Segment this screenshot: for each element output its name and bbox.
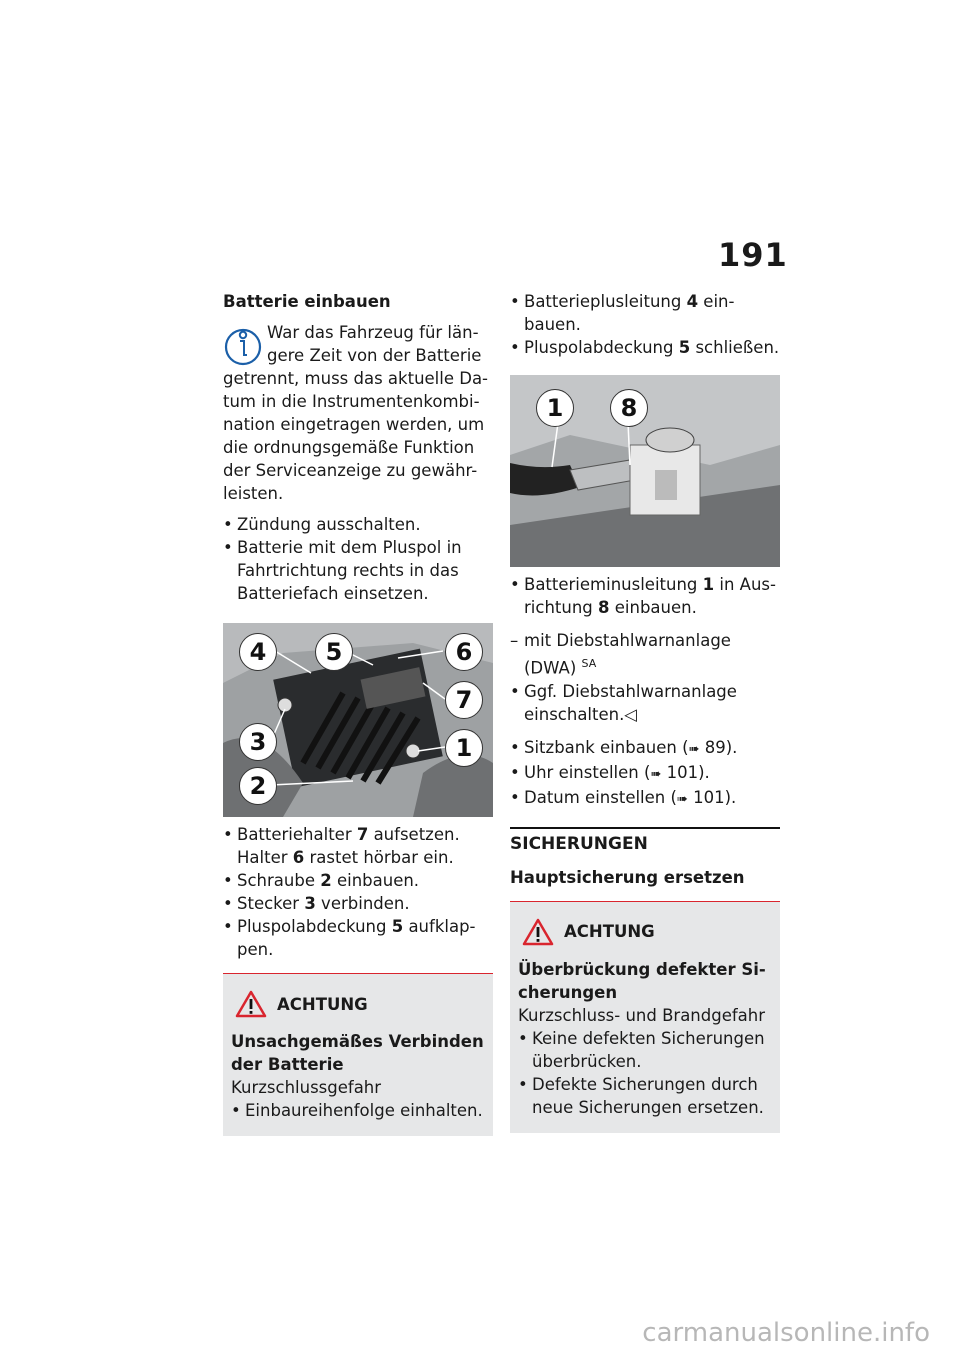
warning-triangle-icon: [235, 990, 267, 1018]
list-item: • Batteriehalter 7 aufsetzen. Halter 6 rastet hörbar ein.: [223, 823, 493, 869]
callout-2: 2: [239, 767, 277, 805]
steps-list-5: [510, 680, 780, 726]
warning-subtitle: Überbrückung defekter Si-cherungen: [518, 959, 766, 1002]
list-item: • Zündung ausschalten.: [223, 513, 493, 536]
callout-1: 1: [536, 389, 574, 427]
info-text: getrennt, muss das aktuelle Da-tum in die Instrumentenkombi-nation eingetragen werden, um die ordnungsgemäße Funktion der Serviceanzeige zu gewähr-leisten.: [223, 369, 489, 503]
page-reference-icon: ➠: [650, 766, 662, 782]
steps-list-2: [223, 823, 493, 961]
warning-header: [231, 990, 485, 1018]
page-reference-icon: ➠: [688, 741, 700, 757]
info-note: [223, 321, 493, 505]
callout-4: 4: [239, 633, 277, 671]
callout-6: 6: [445, 633, 483, 671]
steps-list-4: [510, 573, 780, 619]
right-column: [510, 290, 780, 1133]
warning-box-fuses: [510, 901, 780, 1133]
battery-figure: [223, 623, 493, 817]
warning-list: [231, 1099, 485, 1122]
warning-box-battery: [223, 973, 493, 1136]
dash-list: [510, 629, 780, 680]
warning-title: ACHTUNG: [564, 922, 655, 941]
list-item: • Defekte Sicherungen durch neue Sicherungen ersetzen.: [518, 1073, 772, 1119]
list-item: • Batterieplusleitung 4 ein-bauen.: [510, 290, 780, 336]
warning-text: Kurzschluss- und Brandgefahr: [518, 1005, 766, 1025]
watermark: carmanualsonline.info: [642, 1318, 930, 1348]
warning-subtitle: Unsachgemäßes Verbinden der Batterie: [231, 1032, 484, 1074]
warning-title: ACHTUNG: [277, 994, 368, 1014]
list-item: • Pluspolabdeckung 5 schließen.: [510, 336, 780, 359]
list-item: • Datum einstellen (➠ 101).: [510, 786, 780, 811]
callout-5: 5: [315, 633, 353, 671]
callout-8: 8: [610, 389, 648, 427]
subsection-heading: Hauptsicherung ersetzen: [510, 867, 745, 887]
terminal-figure: [510, 375, 780, 567]
list-item: – mit Diebstahlwarnanlage (DWA) $^{SA}$: [510, 629, 780, 680]
info-line-2: gere Zeit von der Batterie: [267, 346, 482, 365]
section-heading-sicherungen: SICHERUNGEN: [510, 827, 780, 856]
page-reference-link[interactable]: 101).: [687, 787, 737, 807]
warning-triangle-icon: [522, 918, 554, 946]
reference-list: [510, 736, 780, 811]
list-item: • Pluspolabdeckung 5 aufklap-pen.: [223, 915, 493, 961]
callout-7: 7: [445, 681, 483, 719]
info-line-1: War das Fahrzeug für län-: [267, 323, 479, 342]
page-reference-link[interactable]: 89).: [699, 737, 738, 757]
list-item: • Keine defekten Sicherungen überbrücken.: [518, 1027, 772, 1073]
steps-list-3: [510, 290, 780, 359]
page-reference-link[interactable]: 101).: [661, 762, 710, 782]
warning-text: Kurzschlussgefahr: [231, 1078, 382, 1097]
list-item: • Ggf. Diebstahlwarnanlage einschalten.◁: [510, 680, 780, 726]
left-column: [223, 290, 493, 1136]
list-item: • Einbaureihenfolge einhalten.: [231, 1099, 485, 1122]
section-heading-batterie-einbauen: Batterie einbauen: [223, 292, 391, 311]
page-reference-icon: ➠: [676, 791, 688, 807]
callout-1: 1: [445, 729, 483, 767]
callout-3: 3: [239, 723, 277, 761]
list-item: • Stecker 3 verbinden.: [223, 892, 493, 915]
list-item: • Schraube 2 einbauen.: [223, 869, 493, 892]
list-item: • Sitzbank einbauen (➠ 89).: [510, 736, 780, 761]
end-mark-icon: ◁: [624, 704, 638, 724]
warning-header: [518, 918, 772, 946]
list-item: • Uhr einstellen (➠ 101).: [510, 761, 780, 786]
list-item: • Batterie mit dem Pluspol in Fahrtrichtung rechts in das Batteriefach einsetzen.: [223, 536, 493, 605]
info-icon: [223, 323, 263, 369]
steps-list-1: [223, 513, 493, 605]
page-number: 191: [718, 236, 788, 274]
list-item: • Batterieminusleitung 1 in Aus-richtung 8 einbauen.: [510, 573, 780, 619]
warning-list: [518, 1027, 772, 1119]
